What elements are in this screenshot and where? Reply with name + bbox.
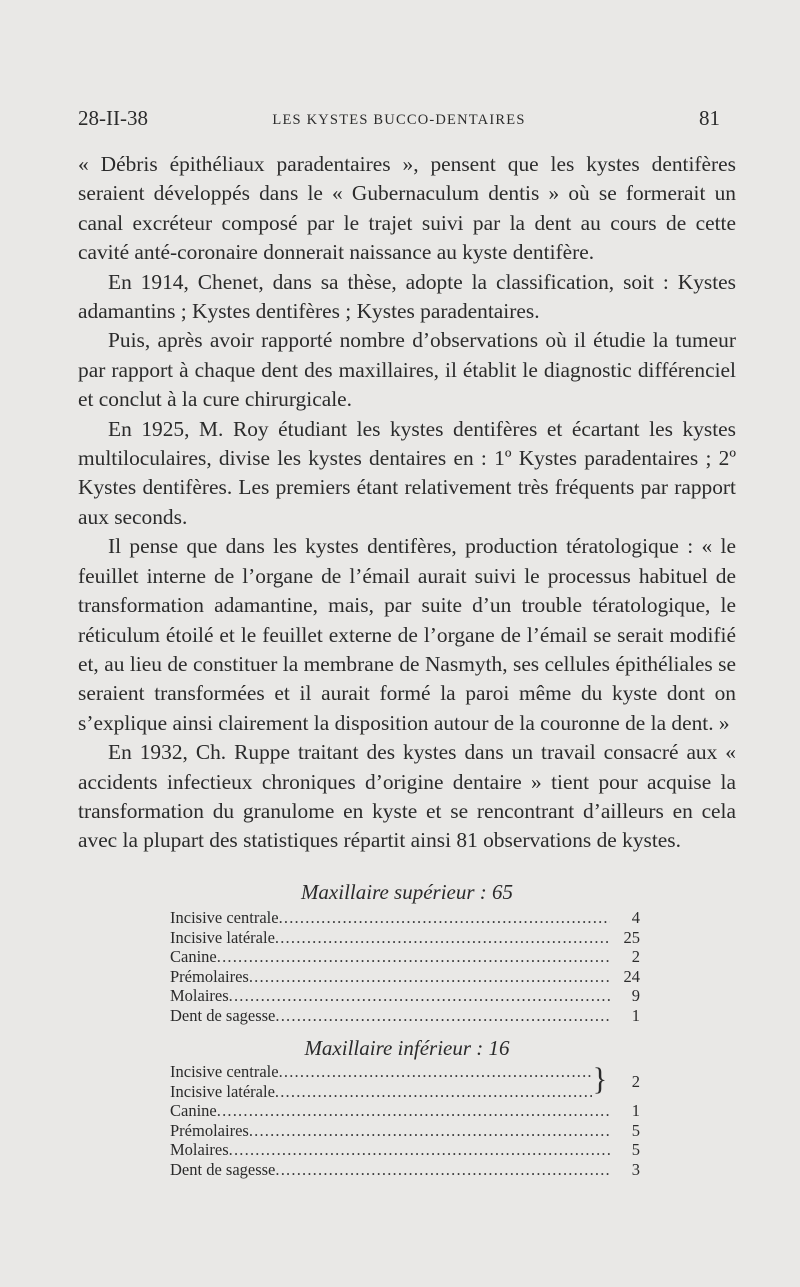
- paragraph: Puis, après avoir rapporté nombre d’observations où il étudie la tumeur par rapport à chaque dent des maxillaires, il établit le diagnostic différenciel et conclut à la cure chirurgicale.: [78, 328, 736, 412]
- tooth-label: Prémolaires: [170, 966, 249, 986]
- body-text: [78, 150, 736, 856]
- tooth-label: Incisive latérale: [170, 1081, 275, 1101]
- count-value: 5: [631, 1140, 640, 1160]
- tooth-label: Incisive latérale: [170, 927, 275, 947]
- count-value: 5: [631, 1120, 640, 1140]
- list-item: [170, 947, 640, 967]
- tooth-label: Incisive centrale: [170, 908, 279, 927]
- leader-dots: [249, 967, 610, 987]
- list-item: [170, 1140, 640, 1160]
- running-header: [78, 106, 720, 134]
- count-value: 3: [631, 1159, 640, 1179]
- leader-dots: [217, 947, 610, 967]
- count-value: 4: [631, 908, 640, 927]
- tooth-label: Incisive centrale: [170, 1062, 279, 1081]
- tooth-label: Molaires: [170, 1140, 229, 1160]
- count-value: 9: [631, 986, 640, 1006]
- leader-dots: [279, 1062, 592, 1082]
- leader-dots: [229, 986, 610, 1006]
- leader-dots: [249, 1121, 610, 1141]
- leader-dots: [275, 1082, 592, 1102]
- leader-dots: [217, 1101, 610, 1121]
- running-title: LES KYSTES BUCCO-DENTAIRES: [272, 112, 526, 128]
- leader-dots: [229, 1140, 610, 1160]
- tooth-label: Prémolaires: [170, 1120, 249, 1140]
- maxillaire-inferieur-heading: Maxillaire inférieur : 16: [304, 1036, 510, 1060]
- curly-brace-icon: }: [592, 1062, 608, 1097]
- count-value: 1: [631, 1101, 640, 1121]
- maxillaire-superieur-heading: Maxillaire supérieur : 65: [300, 880, 514, 904]
- count-value: 2: [631, 1072, 640, 1091]
- list-item: [170, 1160, 640, 1180]
- leader-dots: [275, 1006, 610, 1026]
- tooth-label: Dent de sagesse: [170, 1005, 276, 1025]
- leader-dots: [275, 928, 610, 948]
- list-item: [170, 986, 640, 1006]
- list-item: [170, 928, 640, 948]
- list-item: [170, 967, 640, 987]
- count-value: 24: [623, 966, 640, 986]
- leader-dots: [279, 908, 610, 928]
- list-item: [170, 1006, 640, 1026]
- tooth-label: Molaires: [170, 986, 229, 1006]
- count-value: 1: [631, 1005, 640, 1025]
- list-item: [170, 908, 640, 928]
- count-value: 2: [631, 947, 640, 967]
- paragraph: En 1925, M. Roy étudiant les kystes dentifères et écartant les kystes multiloculaires, divise les kystes dentaires en : 1º Kystes paradentaires ; 2º Kystes dentifères. Les premiers étant relativement très fréquents par rapport aux seconds.: [78, 416, 736, 529]
- count-value: 25: [623, 927, 640, 947]
- paragraph: En 1914, Chenet, dans sa thèse, adopte la classification, soit : Kystes adamantins ; Kystes dentifères ; Kystes paradentaires.: [78, 269, 736, 324]
- paragraph: Il pense que dans les kystes dentifères, production tératologique : « le feuillet interne de l’organe de l’émail aurait suivi le processus habituel de transformation adamantine, mais, par suite d’un trouble tératologique, le réticulum étoilé et le feuillet externe de l’organe de l’émail se serait modifié et, au lieu de constituer la membrane de Nasmyth, ses cellules épithéliales se seraient transformées et il aurait formé la paroi même du kyste dont on s’explique ainsi clairement la disposition autour de la couronne de la dent. »: [78, 534, 736, 735]
- list-item: [170, 1062, 640, 1082]
- tooth-label: Canine: [170, 1101, 217, 1121]
- maxillaire-inferieur-list: [170, 1062, 640, 1180]
- paragraph: En 1932, Ch. Ruppe traitant des kystes dans un travail consacré aux « accidents infectieux chroniques d’origine dentaire » tient pour acquise la transformation du granulome en kyste et se rencontrant d’ailleurs en cela avec la plupart des statistiques répartit ainsi 81 observations de kystes.: [78, 740, 736, 853]
- paragraph: « Débris épithéliaux paradentaires », pensent que les kystes dentifères seraient développés dans le « Gubernaculum dentis » où se formerait un canal excréteur composé par le trajet suivi par la dent au cours de cette cavité anté-coronaire donnerait naissance au kyste dentifère.: [78, 152, 736, 265]
- header-date: 28-II-38: [78, 106, 148, 130]
- list-item: [170, 1101, 640, 1121]
- leader-dots: [275, 1160, 610, 1180]
- list-item: [170, 1082, 640, 1102]
- tooth-label: Canine: [170, 947, 217, 967]
- incisive-group: [170, 1062, 640, 1101]
- maxillaire-superieur-list: [170, 908, 640, 1026]
- page-number: 81: [699, 106, 720, 130]
- tooth-label: Dent de sagesse: [170, 1159, 276, 1179]
- list-item: [170, 1121, 640, 1141]
